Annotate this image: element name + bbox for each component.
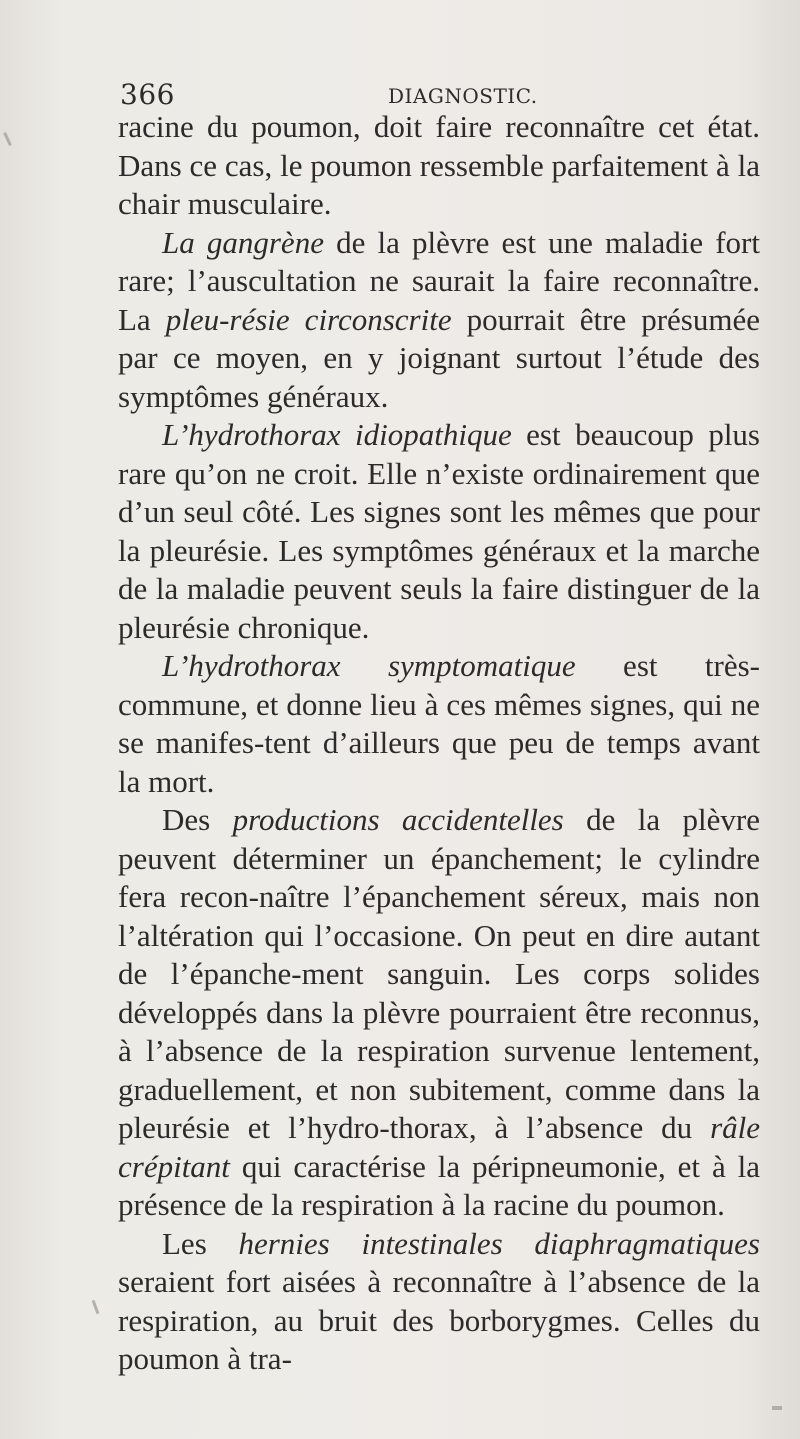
- paragraph-6: [118, 1225, 760, 1379]
- text-run: seraient fort aisées à reconnaître à l’absence de la respiration, au bruit des borborygmes. Celles du poumon à tra-: [118, 1264, 760, 1376]
- italic-run: pleu-résie circonscrite: [165, 301, 452, 337]
- text-run: racine du poumon, doit faire reconnaître cet état. Dans ce cas, le poumon ressemble parfaitement à la chair musculaire.: [118, 109, 760, 221]
- italic-run: La gangrène: [162, 224, 324, 260]
- page-number: 366: [120, 78, 175, 111]
- paragraph-2: [118, 224, 760, 417]
- text-run: de la plèvre est une maladie fort rare; l’auscultation ne saurait la faire reconnaître. La: [118, 224, 760, 337]
- italic-run: râle crépitant: [118, 1110, 760, 1184]
- text-run: est très-commune, et donne lieu à ces mêmes signes, qui ne se manifes-tent d’ailleurs que peu de temps avant la mort.: [118, 648, 760, 799]
- running-head: DIAGNOSTIC.: [388, 84, 538, 108]
- italic-run: productions accidentelles: [232, 802, 564, 837]
- text-run: pourrait être présumée par ce moyen, en y joignant surtout l’étude des symptômes généraux.: [118, 301, 761, 414]
- paragraph-5: [118, 801, 760, 1225]
- italic-run: L’hydrothorax symptomatique: [162, 648, 576, 683]
- paragraph-3: [118, 416, 760, 647]
- paper-speck: [92, 1300, 100, 1314]
- italic-run: L’hydrothorax idiopathique: [162, 417, 512, 452]
- paragraph-1: [118, 108, 760, 224]
- paper-speck: [772, 1406, 782, 1410]
- body-text: [118, 108, 760, 1379]
- paper-speck: [3, 132, 12, 146]
- italic-run: hernies intestinales diaphragmatiques: [238, 1225, 760, 1261]
- paragraph-4: [118, 647, 760, 801]
- text-run: qui caractérise la péripneumonie, et à la présence de la respiration à la racine du poumon.: [118, 1148, 760, 1222]
- text-run: Des: [162, 802, 233, 837]
- text-run: Les: [162, 1225, 239, 1261]
- text-run: de la plèvre peuvent déterminer un épanchement; le cylindre fera recon-naître l’épanchement séreux, mais non l’altération qui l’occasione. On peut en dire autant de l’épanche-ment sanguin. Les corps solides développés dans la plèvre pourraient être reconnus, à l’absence de la respiration survenue lentement, graduellement, et non subitement, comme dans la pleurésie et l’hydro-thorax, à l’absence du: [118, 802, 760, 1145]
- text-run: est beaucoup plus rare qu’on ne croit. Elle n’existe ordinairement que d’un seul côté. Les signes sont les mêmes que pour la pleurésie. Les symptômes généraux et la marche de la maladie peuvent seuls la faire distinguer de la pleurésie chronique.: [118, 417, 760, 645]
